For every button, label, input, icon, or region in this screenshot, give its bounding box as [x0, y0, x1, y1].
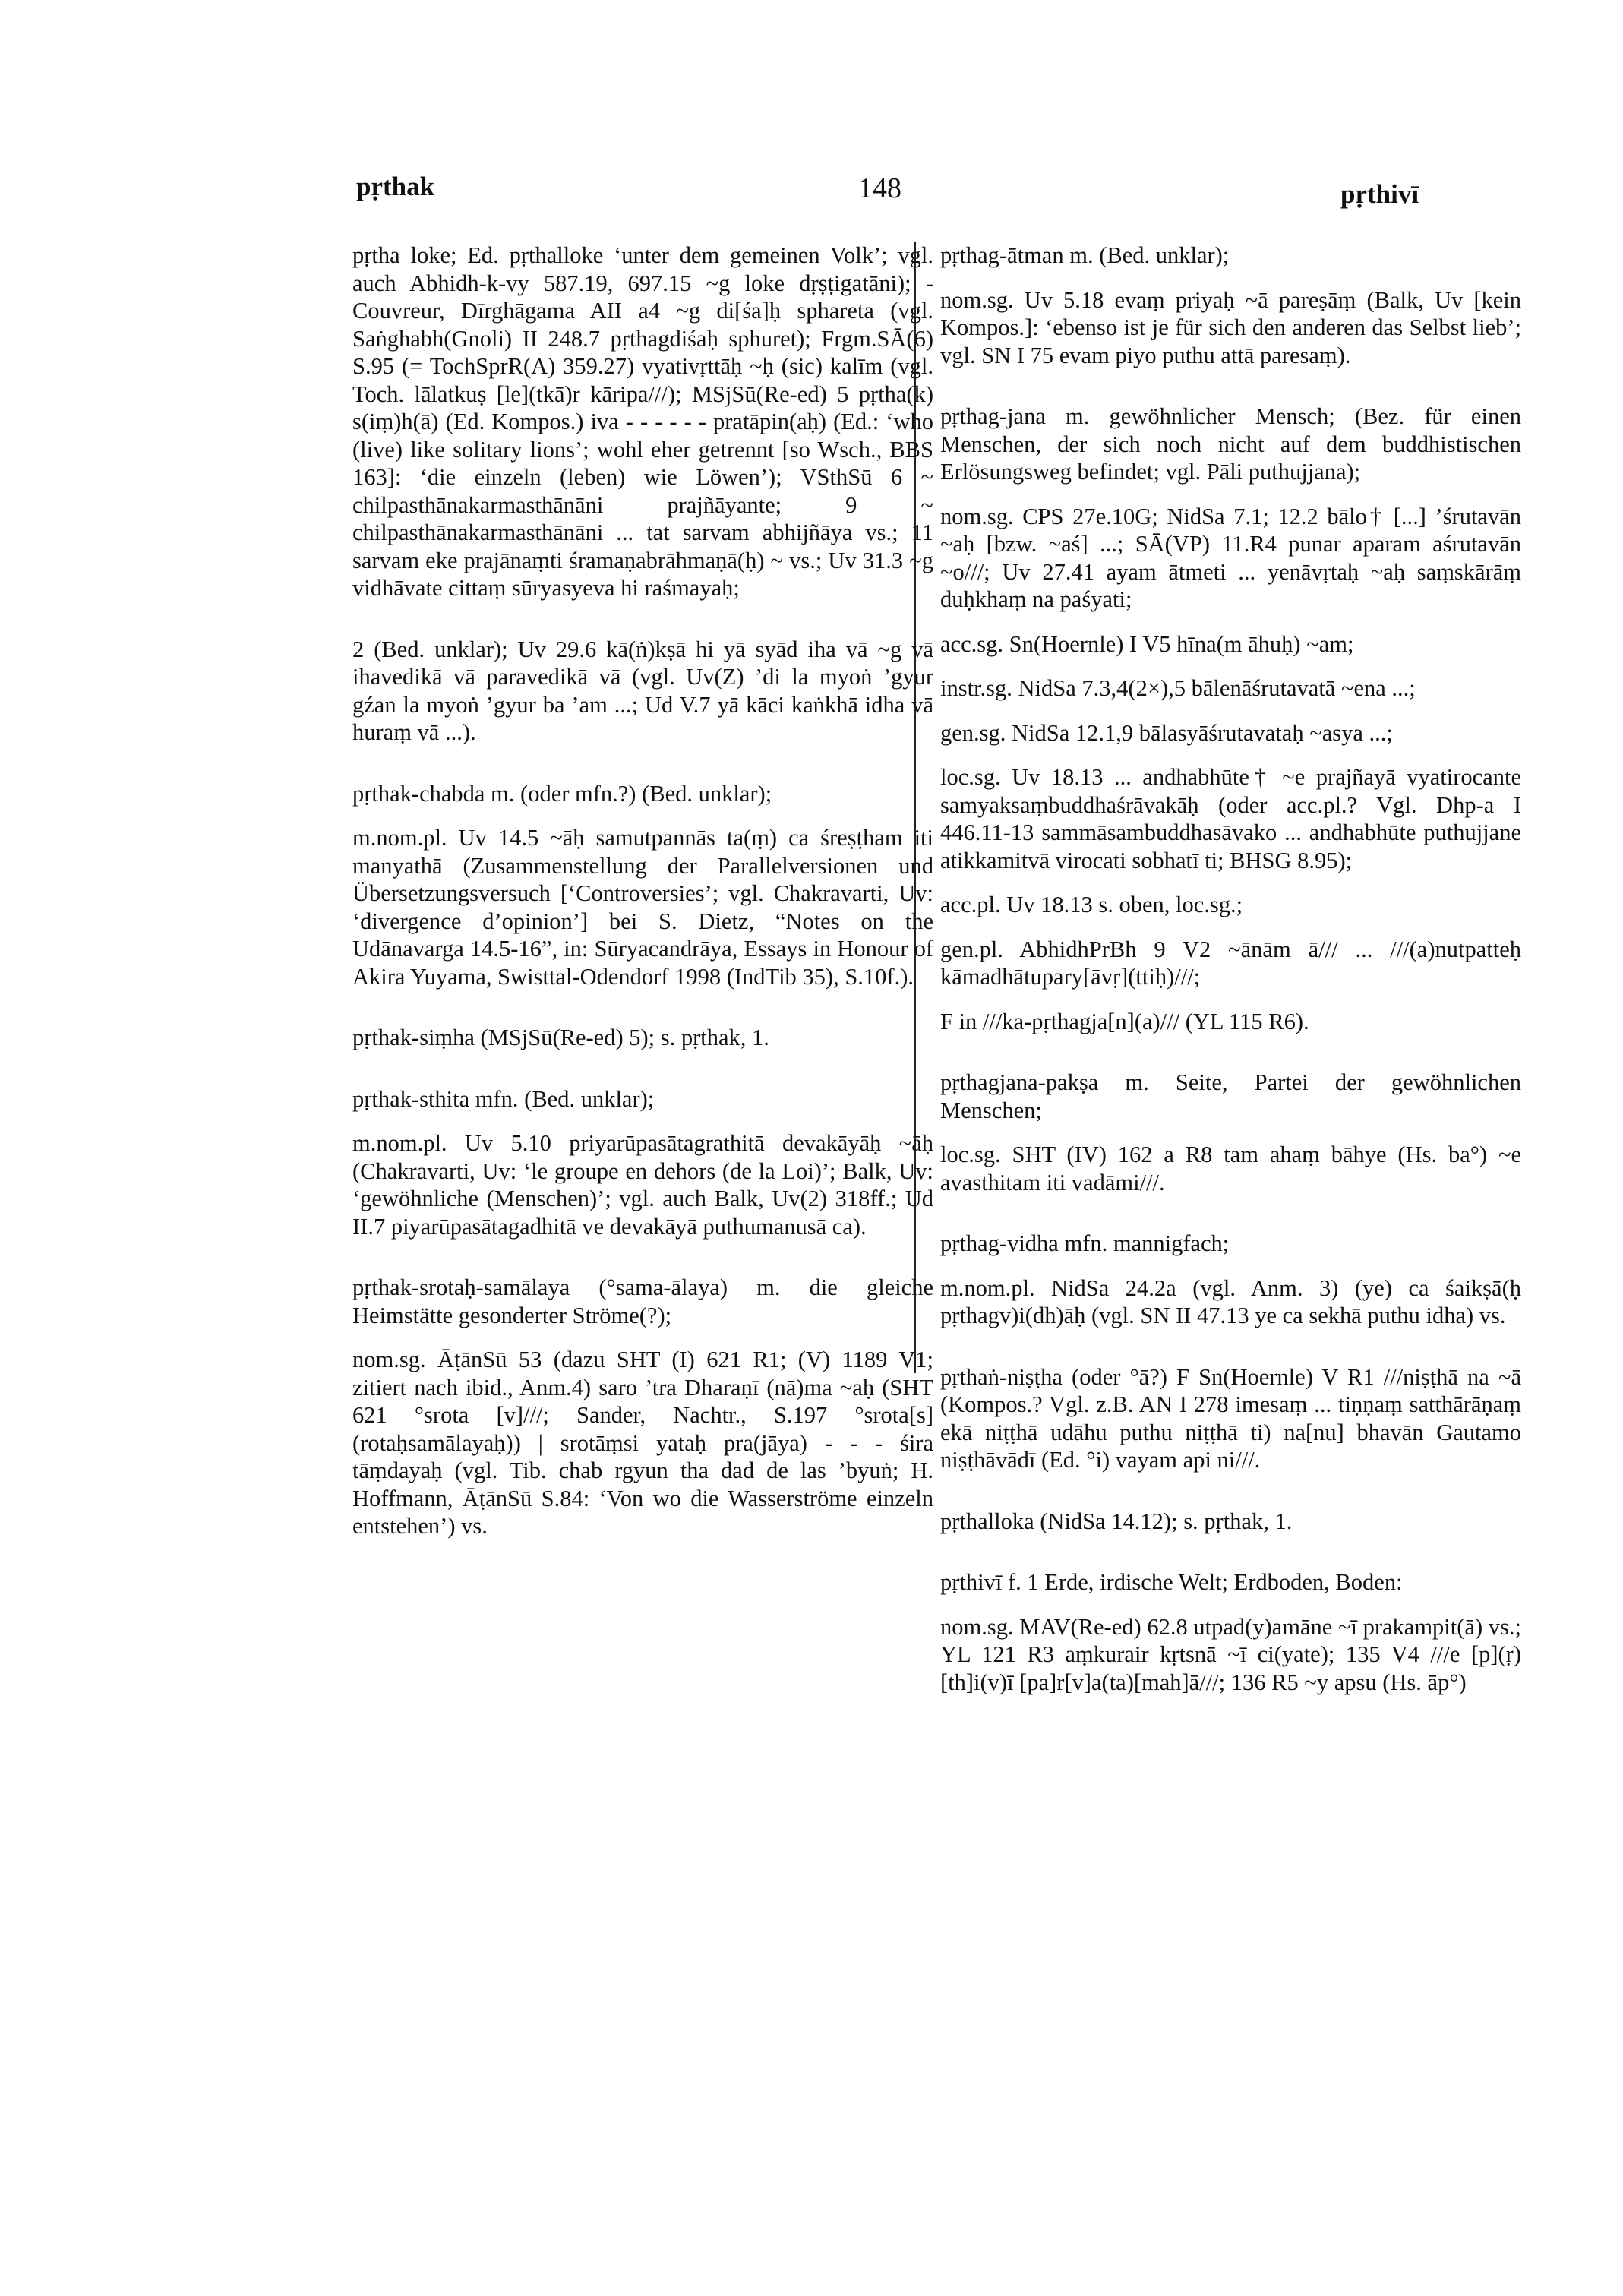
entry-text: nom.sg. MAV(Re-ed) 62.8 utpad(y)amāne ~ī prakampit(ā) vs.; YL 121 R3 aṃkurair kṛtsnā ~ī ci(yate); 135 V4 ///e [p](ṛ)[th]i(v)ī [pa]r[v]a(ta)[mah]ā///; 136 R5 ~y apsu (Hs. āp°) — [940, 1613, 1521, 1695]
entry-text: acc.sg. Sn(Hoernle) I V5 hīna(m āhuḥ) ~am; — [940, 630, 1354, 657]
entry-text: F in ///ka-pṛthagja[n](a)/// (YL 115 R6). — [940, 1008, 1309, 1034]
headword-line: pṛthag-jana m. gewöhnlicher Mensch; (Bez. für einen Menschen, der sich noch nicht auf dem buddhistischen Erlösungsweg befindet; vgl. Pāli puthujjana); — [940, 403, 1521, 485]
headword-line: pṛthalloka (NidSa 14.12); s. pṛthak, 1. — [940, 1508, 1293, 1534]
entry-text: m.nom.pl. Uv 14.5 ~āḥ samutpannās ta(ṃ) ca śreṣṭham iti manyathā (Zusammenstellung der Parallelversionen und Übersetzungsversuch [‘Controversies’; vgl. Chakravarti, Uv: ‘divergence d’opinion’] bei S. Dietz, “Notes on the Udānavarga 14.5-16”, in: Sūryacandrāya, Essays in Honour of Akira Yuyama, Swisttal-Odendorf 1998 (IndTib 35), S.10f.). — [352, 825, 933, 990]
right-column — [940, 242, 1521, 1729]
left-column — [352, 242, 933, 1574]
headword-line: pṛthak-srotaḥ-samālaya (°sama-ālaya) m. die gleiche Heimstätte gesonderter Ströme(?); — [352, 1274, 933, 1328]
headword-line: pṛthak-chabda m. (oder mfn.?) (Bed. unklar); — [352, 780, 772, 807]
running-head-right: pṛthivī — [1340, 179, 1419, 209]
entry-text: nom.sg. Uv 5.18 evaṃ priyaḥ ~ā pareṣāṃ (Balk, Uv [kein Kompos.]: ‘ebenso ist je für sich den anderen das Selbst lieb’; vgl. SN I 75 evam piyo puthu attā paresaṃ). — [940, 286, 1521, 368]
entry-text: instr.sg. NidSa 7.3,4(2×),5 bālenāśrutavatā ~ena ...; — [940, 675, 1416, 701]
entry-text: m.nom.pl. Uv 5.10 priyarūpasātagrathitā devakāyāḥ ~āḥ (Chakravarti, Uv: ‘le groupe en dehors (de la Loi)’; Balk, Uv: ‘gewöhnliche (Menschen)’; vgl. auch Balk, Uv(2) 318ff.; Ud II.7 piyarūpasātagadhitā ve devakāyā puthumanusā ca). — [352, 1130, 933, 1240]
entry-text: gen.pl. AbhidhPrBh 9 V2 ~ānām ā/// ... ///(a)nutpatteḥ kāmadhātupary[āvṛ](ttiḥ)///; — [940, 936, 1521, 990]
headword-line: pṛthak-siṃha (MSjSū(Re-ed) 5); s. pṛthak, 1. — [352, 1025, 769, 1050]
entry-text: loc.sg. Uv 18.13 ... andhabhūte† ~e prajñayā vyatirocante samyaksaṃbuddhaśrāvakāḥ (oder acc.pl.? Vgl. Dhp-a I 446.11-13 sammāsambuddhasāvako ... andhabhūte puthujjane atikkamitvā virocati sobhatī ti; BHSG 8.95); — [940, 764, 1521, 873]
headword-line: pṛthag-ātman m. (Bed. unklar); — [940, 242, 1230, 268]
headword-line: pṛthak-sthita mfn. (Bed. unklar); — [352, 1085, 655, 1112]
entry-text: acc.pl. Uv 18.13 s. oben, loc.sg.; — [940, 892, 1243, 917]
page-header — [0, 0, 1623, 228]
entry-text: m.nom.pl. NidSa 24.2a (vgl. Anm. 3) (ye) ca śaikṣā(ḥ pṛthagv)i(dh)āḥ (vgl. SN II 47.13 ye ca sekhā puthu idha) vs. — [940, 1274, 1521, 1328]
headword-line: pṛthagjana-pakṣa m. Seite, Partei der gewöhnlichen Menschen; — [940, 1069, 1521, 1123]
entry-text: nom.sg. ĀṭānSū 53 (dazu SHT (I) 621 R1; (V) 1189 V1; zitiert nach ibid., Anm.4) saro ’tra Dharaṇī (nā)ma ~aḥ (SHT 621 °srota [v]///; Sander, Nachtr., S.197 °srota[s](rotaḥsamālayaḥ)) | srotāṃsi yataḥ pra(jāya) - - - śira tāṃdayaḥ (vgl. Tib. chab rgyun tha dad de las ’byuṅ; H. Hoffmann, ĀṭānSū S.84: ‘Von wo die Wasserströme einzeln entstehen’) vs. — [352, 1347, 933, 1539]
entry-text: loc.sg. SHT (IV) 162 a R8 tam ahaṃ bāhye (Hs. ba°) ~e avasthitam iti vadāmi///. — [940, 1142, 1521, 1195]
running-head-left: pṛthak — [356, 172, 435, 201]
entry-text: pṛtha loke; Ed. pṛthalloke ‘unter dem gemeinen Volk’; vgl. auch Abhidh-k-vy 587.19, 697.15 ~g loke dṛṣṭigatāni); - Couvreur, Dīrghāgama AII a4 ~g di[śa]ḥ sphareta (vgl. Saṅghabh(Gnoli) II 248.7 pṛthagdiśaḥ sphuret); Frgm.SĀ(6) S.95 (= TochSprR(A) 359.27) vyativṛttāḥ ~ḥ (sic) kalīm (vgl. Toch. lālatkuṣ [le](tkā)r kāripa///); MSjSū(Re-ed) 5 pṛtha(k) s(iṃ)h(ā) (Ed. Kompos.) iva - - - - - - pratāpin(aḥ) (Ed.: ‘who (live) like solitary lions’; wohl eher getrennt [so Wsch., BBS 163]: ‘die einzeln (leben) wie Löwen’); VSthSū 6 ~ chilpasthānakarmasthānāni prajñāyante; 9 ~ chilpasthānakarmasthānāni ... tat sarvam abhijñāya vs.; 11 sarvam eke prajānaṃti śramaṇabrāhmaṇā(ḥ) ~ vs.; Uv 31.3 ~g vidhāvate cittaṃ sūryasyeva hi raśmayaḥ; — [352, 242, 933, 601]
entry-text: gen.sg. NidSa 12.1,9 bālasyāśrutavataḥ ~asya ...; — [940, 719, 1393, 746]
page-number: 148 — [858, 172, 901, 204]
entry-text: nom.sg. CPS 27e.10G; NidSa 7.1; 12.2 bālo† [...] ’śrutavān ~aḥ [bzw. ~aś] ...; SĀ(VP) 11.R4 punar aparam aśrutavān ~o///; Uv 27.41 ayam ātmeti ... yenāvṛtaḥ ~aḥ saṃskārāṃ duḥkhaṃ na paśyati; — [940, 503, 1521, 612]
headword-line: pṛthag-vidha mfn. mannigfach; — [940, 1230, 1230, 1256]
headword-line: pṛthivī f. 1 Erde, irdische Welt; Erdboden, Boden: — [940, 1569, 1403, 1595]
entry-text: 2 (Bed. unklar); Uv 29.6 kā(ṅ)kṣā hi yā syād iha vā ~g vā ihavedikā vā paravedikā vā (vgl. Uv(Z) ’di la myoṅ ’gyur gźan la myoṅ ’gyur ba ’am ...; Ud V.7 yā kāci kaṅkhā idha vā huraṃ vā ...). — [352, 636, 933, 745]
entry-text: pṛthaṅ-niṣṭha (oder °ā?) F Sn(Hoernle) V R1 ///niṣṭhā na ~ā (Kompos.? Vgl. z.B. AN I 278 imesaṃ ... tiṇṇaṃ satthārāṇaṃ ekā niṭṭhā udāhu puthu niṭṭhā ti) na[nu] bhavān Gautamo niṣṭhāvādī (Ed. °i) vayam api ni///. — [940, 1363, 1521, 1473]
